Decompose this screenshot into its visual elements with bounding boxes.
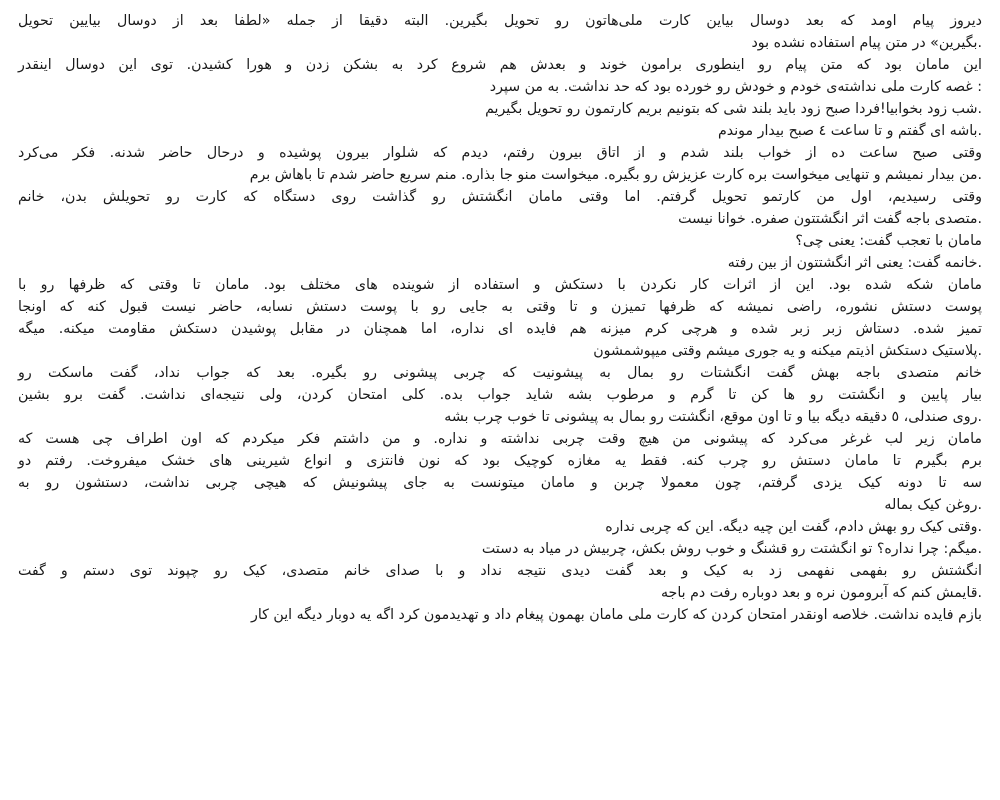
text-line: خانم متصدی باجه بهش گفت انگشتات رو بمال به پیشونیت که چربی پیشونی رو بگیره. بعد که جواب نداد، گفت ماسکت رو [18,365,982,381]
text-line: : غصه کارت ملی نداشته‌ی خودم و خودش رو خورده بود که حد نداشت. به من سپرد [489,79,982,95]
text-line: .روی صندلی، ٥ دقیقه دیگه بیا و تا اون موقع، انگشتت رو بمال به پیشونی تا خوب چرب بشه [444,409,982,425]
text-line: بازم فایده نداشت. خلاصه اونقدر امتحان کردن که کارت ملی مامان بهمون پیغام داد و تهدیدمون کرد اگه یه دوبار دیگه این کار [250,607,982,623]
text-line: سه تا دونه کیک یزدی گرفتم، چون معمولا چربن و مامان میتونست به جای پیشونیش که هیچی چربی نداشت، دستشون رو به [18,475,982,491]
text-line: بیار پایین و انگشتت رو ها کن تا گرم و مرطوب بشه شاید جواب بده. کلی امتحان کردن، ولی نتیجه‌ای نداشت. گفت برو بشین [18,387,982,403]
text-line: .وقتی کیک رو بهش دادم، گفت این چیه دیگه. این که چربی نداره [605,519,982,535]
text-line: این مامان بود که متن پیام رو اینطوری برامون خوند و بعدش هم شروع کرد به بشکن زدن و هورا کشیدن. توی این دوسال اینقدر [18,57,982,73]
text-line: برم بگیرم تا مامان دستش رو چرب کنه. فقط یه مغازه کوچیک بود که نون فانتزی و انواع شیرینی های خشک میفروخت. رفتم دو [18,453,982,469]
text-line: .خانمه گفت: یعنی اثر انگشتتون از بین رفته [727,255,982,271]
document-page [18,0,982,800]
text-line: دیروز پیام اومد که بعد دوسال بیاین کارت ملی‌هاتون رو تحویل بگیرین. البته دقیقا از جمله «لطفا بعد از دوسال بیایین تحویل [18,13,982,29]
text-line: .متصدی باجه گفت اثر انگشتتون صفره. خوانا نیست [678,211,982,227]
text-line: .میگم: چرا نداره؟ تو انگشتت رو قشنگ و خوب روش بکش، چربیش در میاد به دستت [481,541,982,557]
text-line: .بگیرین» در متن پیام استفاده نشده بود [751,35,982,51]
text-line: پوست دستش نشوره، راضی نمیشه که ظرفها تمیزن و تا وقتی به جایی رو با پوست دستش نسابه، حاضر نیست قبول کنه که اونجا [18,299,982,315]
text-line: .من بیدار نمیشم و تنهایی میخواست بره کارت عزیزش رو بگیره. میخواست منو جا بذاره. منم سریع حاضر شدم تا باهاش برم [249,167,982,183]
text-line: .روغن کیک بماله [884,497,982,513]
text-line: .شب زود بخوابیا!فردا صبح زود باید بلند شی که بتونیم بریم کارتمون رو تحویل بگیریم [485,101,982,117]
text-line: .قایمش کنم که آبرومون نره و بعد دوباره رفت دم باجه [660,585,982,601]
text-line: .پلاستیک دستکش اذیتم میکنه و یه جوری میشم وقتی میپوشمشون [593,343,982,359]
text-line: وقتی رسیدیم، اول من کارتمو تحویل گرفتم. اما وقتی مامان انگشتش رو گذاشت روی دستگاه که کارت رو تحویلش بدن، خانم [18,189,982,205]
text-line: انگشتش رو بفهمی نفهمی زد به کیک و بعد گفت دیدی نتیجه نداد و با صدای خانم متصدی، کیک رو چپوند توی دستم و گفت [18,563,982,579]
text-line: مامان با تعجب گفت: یعنی چی؟ [795,233,982,249]
text-line: وقتی صبح ساعت ده از خواب بلند شدم و از اتاق بیرون رفتم، دیدم که شلوار بیرون پوشیده و درحال حاضر شدنه. فکر می‌کرد [18,145,982,161]
text-line: مامان شکه شده بود. این از اثرات کار نکردن با دستکش و استفاده از شوینده های مختلف بود. مامان تا وقتی که ظرفها رو با [18,277,982,293]
text-line: تمیز شده. دستاش زبر زبر شده و هرچی کرم میزنه هم فایده ای نداره، اما همچنان در مقابل پوشیدن دستکش مقاومت میکنه. میگه [18,321,982,337]
text-line: .باشه ای گفتم و تا ساعت ٤ صبح بیدار موندم [718,123,982,139]
text-line: مامان زیر لب غرغر می‌کرد که پیشونی من هیچ وقت چربی نداشته و نداره. و من داشتم فکر میکردم که اون اطراف چی هست که [18,431,982,447]
